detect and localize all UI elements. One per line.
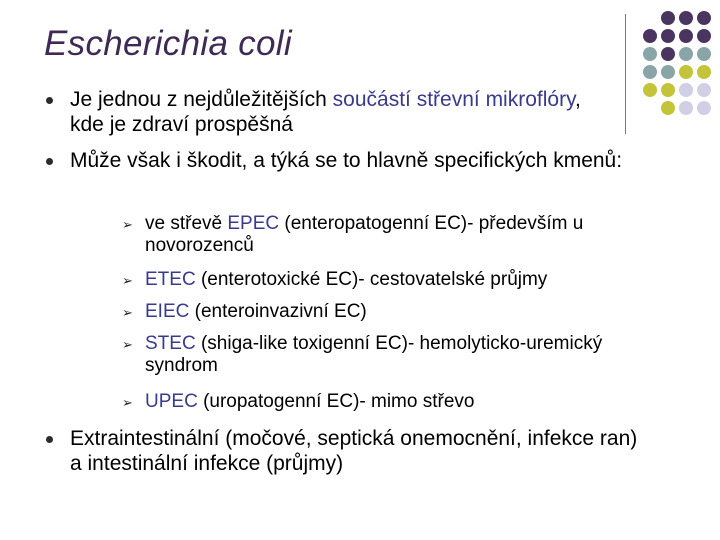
decorative-dot [679,101,693,115]
decorative-dot [697,47,711,61]
sub-bullet-5-post: (uropatogenní EC)- mimo střevo [197,391,475,412]
sub-bullet-1-text [145,213,690,257]
bullet-2-text: Může však i škodit, a týká se to hlavně specifických kmenů: [70,149,623,172]
sub-bullet-5-abbr: UPEC [145,391,198,412]
bullet-dot-icon [46,436,53,443]
arrow-bullet-icon: ➢ [122,217,133,232]
decorative-dot [661,83,675,97]
arrow-bullet-icon: ➢ [122,305,133,320]
sub-bullet-3-text [145,301,690,323]
sub-bullet-2-post: (enterotoxické EC)- cestovatelské průjmy [195,269,548,290]
bullet-dot-icon [46,158,53,165]
sub-bullet-2-text [145,269,690,291]
decorative-dot [697,101,711,115]
sub-bullet-5-text [145,391,690,413]
sub-bullet-3-abbr: EIEC [145,301,190,322]
sub-bullet-1-pre: ve střevě [145,213,228,234]
slide-title: Escherichia coli [44,24,292,63]
decorative-dot [697,83,711,97]
decorative-dot [679,29,693,43]
bullet-1-text [70,87,610,137]
decorative-dot [697,65,711,79]
sub-bullet-3-post: (enteroinvazivní EC) [189,301,367,322]
decorative-dot [679,65,693,79]
decorative-dot [697,29,711,43]
arrow-bullet-icon: ➢ [122,337,133,352]
bullet-dot-icon [46,97,53,104]
decorative-dot [679,11,693,25]
sub-bullet-1-post: (enteropatogenní EC)- především u novorozenců [145,213,584,256]
sub-bullet-1-abbr: EPEC [227,213,280,234]
decorative-dot [697,11,711,25]
bullet-1-pre: Je jednou z nejdůležitějších [70,88,333,111]
decorative-dot [679,83,693,97]
decorative-dot [661,11,675,25]
bullet-1-highlight: součástí střevní mikroflóry [332,88,576,111]
decorative-dot [643,29,657,43]
sub-bullet-4-text [145,333,645,377]
bullet-3-text: Extraintestinální (močové, septická onemocnění, infekce ran) a intestinální infekce (průjmy) [70,427,638,475]
decorative-dot [661,101,675,115]
sub-bullet-2-abbr: ETEC [145,269,196,290]
arrow-bullet-icon: ➢ [122,273,133,288]
decorative-dot [643,47,657,61]
decorative-dot [643,65,657,79]
sub-bullet-4-abbr: STEC [145,333,196,354]
sub-bullet-4-post: (shiga-like toxigenní EC)- hemolyticko-uremický syndrom [145,333,603,376]
arrow-bullet-icon: ➢ [122,395,133,410]
decorative-dot [661,29,675,43]
bullet-1-post: , kde je zdraví prospěšná [70,88,581,136]
decorative-dot [661,47,675,61]
decorative-dot [661,65,675,79]
decorative-dot [643,83,657,97]
decorative-dot [679,47,693,61]
